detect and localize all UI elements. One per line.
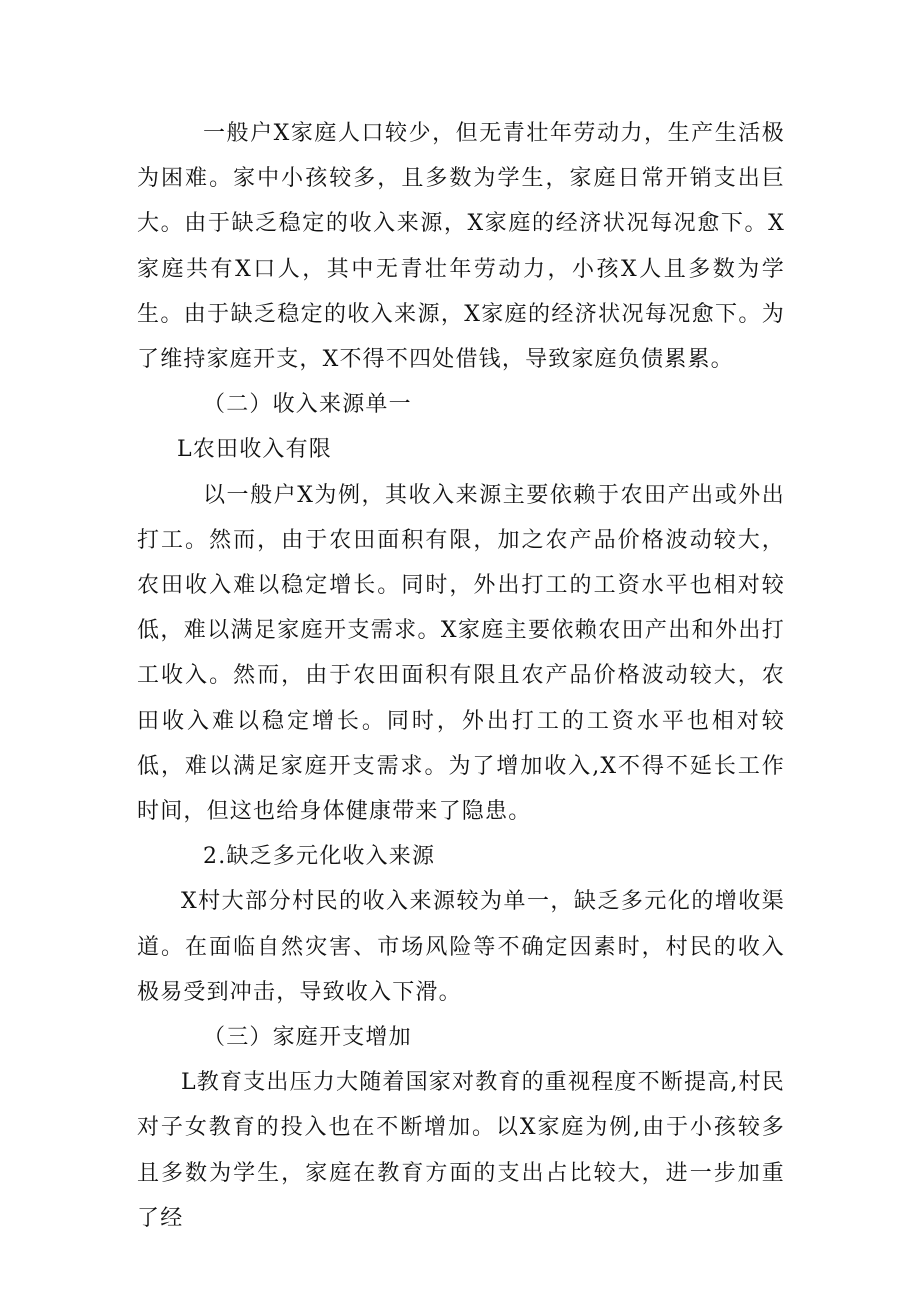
section-heading-income-single: （二）收入来源单一 [203, 392, 412, 418]
paragraph-diversified-income: X村大部分村民的收入来源较为单一，缺乏多元化的增收渠道。在面临自然灾害、市场风险等不确定因素时，村民的收入极易受到冲击，导致收入下滑。 [137, 889, 785, 1005]
paragraph-education-expenses: L教育支出压力大随着国家对教育的重视程度不断提高,村民对子女教育的投入也在不断增加。以X家庭为例,由于小孩较多且多数为学生，家庭在教育方面的支出占比较大，进一步加重了经 [137, 1070, 786, 1231]
subsection-heading-farm-income: L农田收入有限 [177, 437, 333, 463]
paragraph-farm-income: 以一般户X为例，其收入来源主要依赖于农田产出或外出打工。然而，由于农田面积有限，加之农产品价格波动较大，农田收入难以稳定增长。同时，外出打工的工资水平也相对较低，难以满足家庭开支需求。X家庭主要依赖农田产出和外出打工收入。然而，由于农田面积有限且农产品价格波动较大，农田收入难以稳定增长。同时，外出打工的工资水平也相对较低，难以满足家庭开支需求。为了增加收入,X不得不延长工作时间，但这也给身体健康带来了隐患。 [137, 482, 785, 825]
subsection-heading-diversified-income: 2.缺乏多元化收入来源 [203, 844, 436, 870]
section-heading-expenses: （三）家庭开支增加 [203, 1025, 412, 1051]
document-body [137, 111, 785, 1241]
paragraph-household-hardship: 一般户X家庭人口较少，但无青壮年劳动力，生产生活极为困难。家中小孩较多，且多数为学生，家庭日常开销支出巨大。由于缺乏稳定的收入来源，X家庭的经济状况每况愈下。X家庭共有X口人，其中无青壮年劳动力，小孩X人且多数为学生。由于缺乏稳定的收入来源，X家庭的经济状况每况愈下。为了维持家庭开支，X不得不四处借钱，导致家庭负债累累。 [137, 121, 785, 373]
